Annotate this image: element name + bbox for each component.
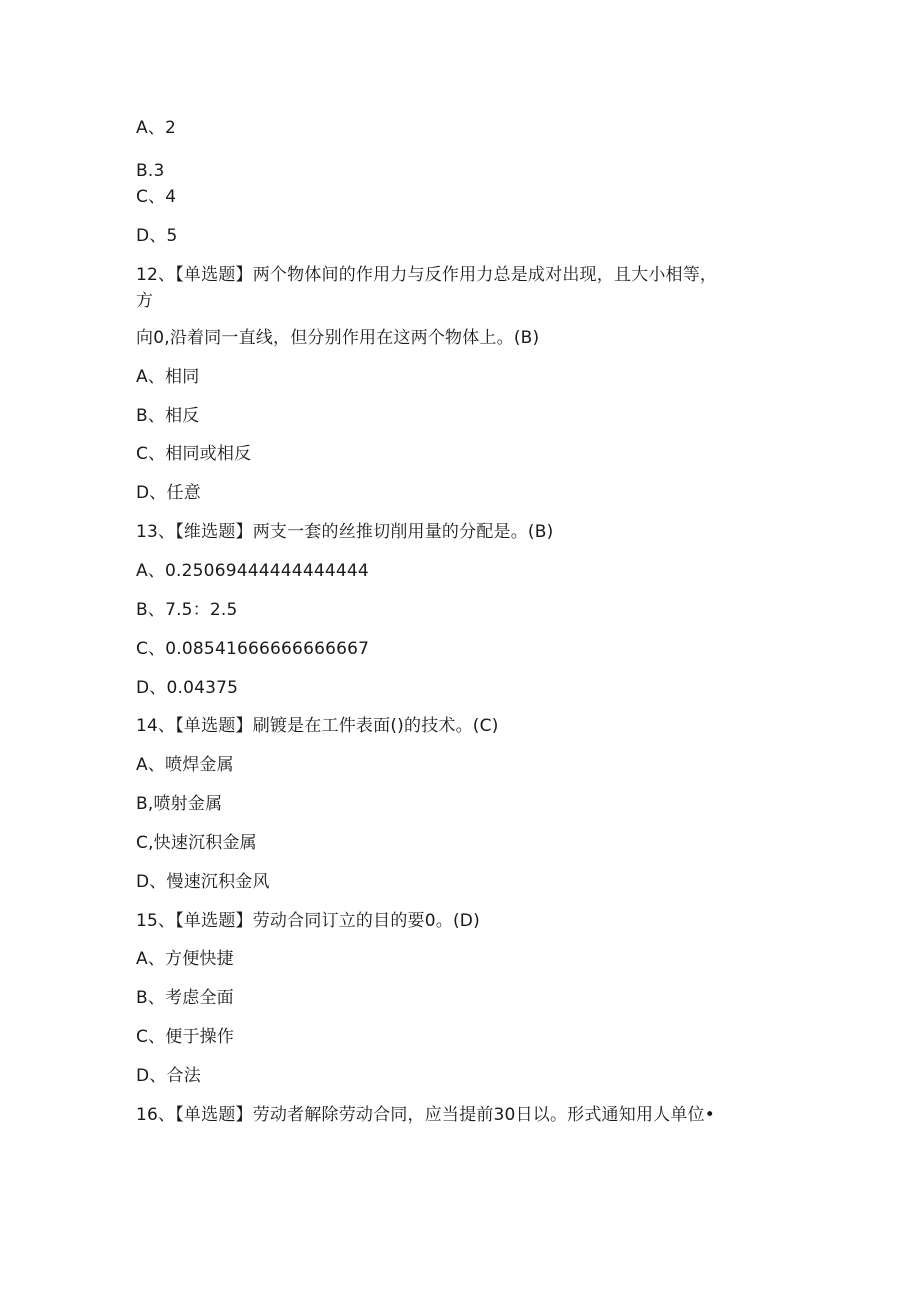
option-c: C、相同或相反 <box>136 444 252 464</box>
option-b: B.3 <box>136 161 165 181</box>
option-d: D、0.04375 <box>136 678 239 698</box>
question-12-stem: 12、【单选题】两个物体间的作用力与反作用力总是成对出现，且大小相等， <box>136 265 718 285</box>
option-b: B、7.5：2.5 <box>136 600 238 620</box>
option-c: C、便于操作 <box>136 1027 235 1047</box>
question-14-stem: 14、【单选题】刷镀是在工件表面()的技术。(C) <box>136 716 499 736</box>
option-a: A、喷焊金属 <box>136 755 234 775</box>
option-d: D、5 <box>136 226 178 246</box>
option-b: B,喷射金属 <box>136 794 223 814</box>
option-a: A、方便快捷 <box>136 949 234 969</box>
option-b: B、考虑全面 <box>136 988 234 1008</box>
option-d: D、慢速沉积金风 <box>136 872 270 892</box>
option-c: C、4 <box>136 187 177 207</box>
option-d: D、任意 <box>136 483 201 503</box>
option-b: B、相反 <box>136 406 200 426</box>
option-d: D、合法 <box>136 1066 201 1086</box>
question-12-stem-wrap: 方 <box>136 291 154 311</box>
question-13-stem: 13、【维选题】两支一套的丝推切削用量的分配是。(B) <box>136 522 554 542</box>
option-a: A、相同 <box>136 367 200 387</box>
option-a: A、2 <box>136 118 177 138</box>
question-16-stem: 16、【单选题】劳动者解除劳动合同，应当提前30日以。形式通知用人单位• <box>136 1105 715 1125</box>
question-15-stem: 15、【单选题】劳动合同订立的目的要0。(D) <box>136 911 480 931</box>
option-a: A、0.25069444444444444 <box>136 561 369 581</box>
question-12-stem-continued: 向0,沿着同一直线，但分别作用在这两个物体上。(B) <box>136 328 540 348</box>
option-c: C、0.08541666666666667 <box>136 639 370 659</box>
option-c: C,快速沉积金属 <box>136 833 257 853</box>
